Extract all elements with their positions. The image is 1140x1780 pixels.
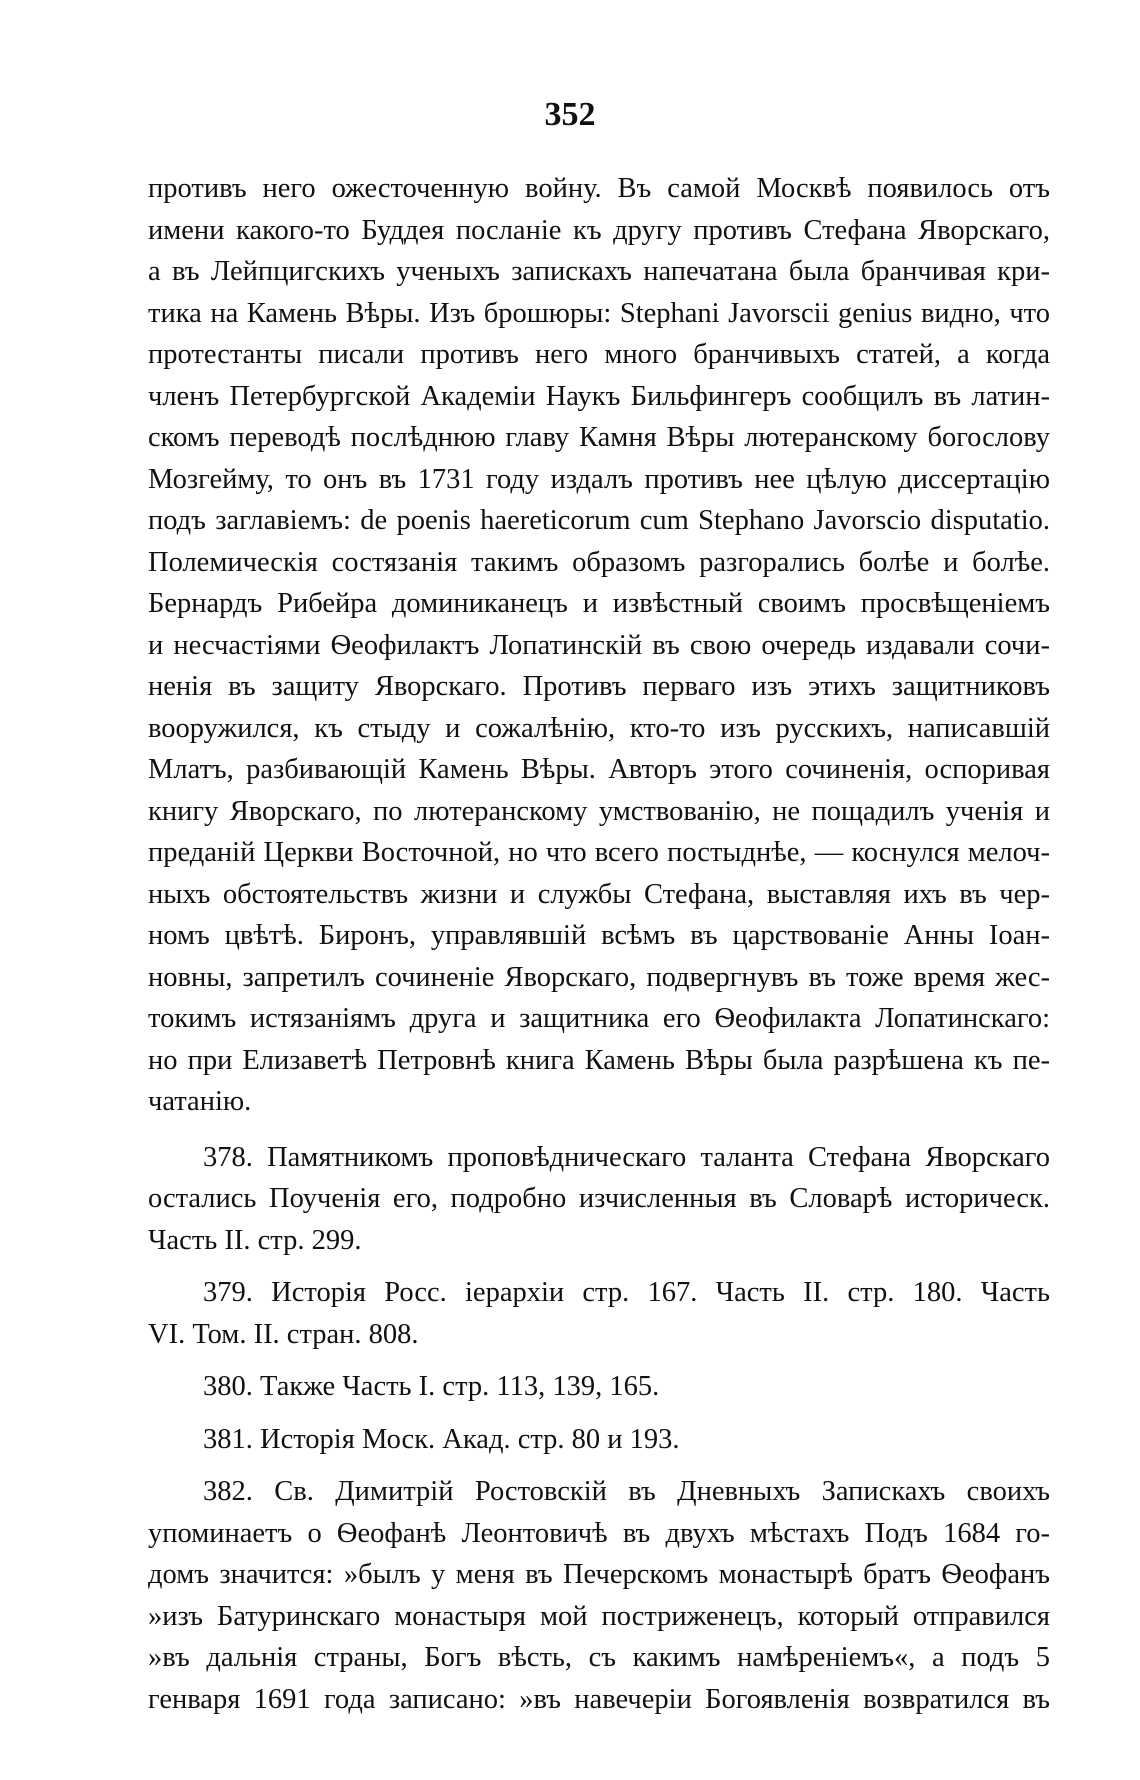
text-line: но при Елизаветѣ Петровнѣ книга Камень Вѣры была разрѣшена къ пе- [148,1044,1050,1076]
text-line: чатанію. [148,1086,252,1117]
note-378 [148,1137,1050,1262]
text-line: Полемическія состязанія такимъ образомъ разгорались болѣе и болѣе. [148,546,1050,578]
text-line: имени какого-то Буддея посланіе къ другу противъ Стефана Яворскаго, [148,214,1050,246]
text-line: »изъ Батуринскаго монастыря мой постриженецъ, который отправился [148,1600,1050,1632]
text-line: 379. Исторія Росс. іерархіи стр. 167. Часть II. стр. 180. Часть [203,1277,1050,1308]
note-382 [148,1471,1050,1720]
page-number: 352 [544,96,596,133]
text-line: 378. Памятникомъ проповѣдническаго таланта Стефана Яворскаго [203,1141,1050,1173]
text-line: преданій Церкви Восточной, но что всего постыднѣе, — коснулся мелоч- [148,837,1050,868]
text-line: книгу Яворскаго, по лютеранскому умствованію, не пощадилъ ученія и [148,795,1050,827]
text-line: 382. Св. Димитрій Ростовскій въ Дневныхъ Запискахъ своихъ [203,1476,1050,1507]
text-line: ненія въ защиту Яворскаго. Противъ перваго изъ этихъ защитниковъ [148,671,1050,702]
text-line: Мозгейму, то онъ въ 1731 году издалъ противъ нее цѣлую диссертацію [148,463,1050,495]
page-body [148,168,1050,1731]
text-line: VI. Том. II. стран. 808. [148,1318,419,1350]
text-line: и несчастіями Ѳеофилактъ Лопатинскій въ свою очередь издавали сочи- [148,629,1050,661]
text-line: скомъ переводѣ послѣднюю главу Камня Вѣры лютеранскому богослову [148,422,1050,453]
text-line: противъ него ожесточенную войну. Въ самой Москвѣ появилось отъ [148,173,1050,204]
text-line: 381. Исторія Моск. Акад. стр. 80 и 193. [203,1423,680,1455]
text-line: подъ заглавіемъ: de poenis haereticorum cum Stephano Javorscio disputatio. [148,505,1050,536]
text-line: Млатъ, разбивающій Камень Вѣры. Авторъ этого сочиненія, оспоривая [148,754,1050,785]
text-line: а въ Лейпцигскихъ ученыхъ запискахъ напечатана была бранчивая кри- [148,256,1050,287]
text-line: 380. Также Часть I. стр. 113, 139, 165. [203,1371,660,1402]
note-379 [148,1272,1050,1355]
text-line: членъ Петербургской Академіи Наукъ Бильфингеръ сообщилъ въ латин- [148,380,1050,412]
text-line: новны, запретилъ сочиненіе Яворскаго, подвергнувъ въ тоже время жес- [148,961,1050,993]
note-380 [148,1366,1050,1408]
text-line: Часть II. стр. 299. [148,1224,362,1256]
text-line: вооружился, къ стыду и сожалѣнію, кто-то изъ русскихъ, написавшій [148,712,1050,744]
text-line: протестанты писали противъ него много бранчивыхъ статей, а когда [148,339,1050,370]
text-line: тика на Камень Вѣры. Изъ брошюры: Stephani Javorscii genius видно, что [148,297,1050,329]
note-381 [148,1419,1050,1461]
main-paragraph [148,168,1050,1123]
text-line: домъ значится: »былъ у меня въ Печерскомъ монастырѣ братъ Ѳеофанъ [148,1559,1050,1590]
text-line: генваря 1691 года записано: »въ навечеріи Богоявленія возвратился въ [148,1683,1050,1715]
text-line: упоминаетъ о Ѳеофанѣ Леонтовичѣ въ двухъ мѣстахъ Подъ 1684 го- [148,1517,1050,1549]
text-line: Бернардъ Рибейра доминиканецъ и извѣстный своимъ просвѣщеніемъ [148,588,1050,619]
text-line: токимъ истязаніямъ друга и защитника его Ѳеофилакта Лопатинскаго: [148,1003,1050,1034]
text-line: »въ дальнія страны, Богъ вѣсть, съ какимъ намѣреніемъ«, а подъ 5 [148,1642,1050,1673]
text-line: ныхъ обстоятельствъ жизни и службы Стефана, выставляя ихъ въ чер- [148,878,1050,910]
text-line: остались Поученія его, подробно изчисленныя въ Словарѣ историческ. [148,1183,1050,1214]
text-line: номъ цвѣтѣ. Биронъ, управлявшій всѣмъ въ царствованіе Анны Іоан- [148,920,1050,951]
